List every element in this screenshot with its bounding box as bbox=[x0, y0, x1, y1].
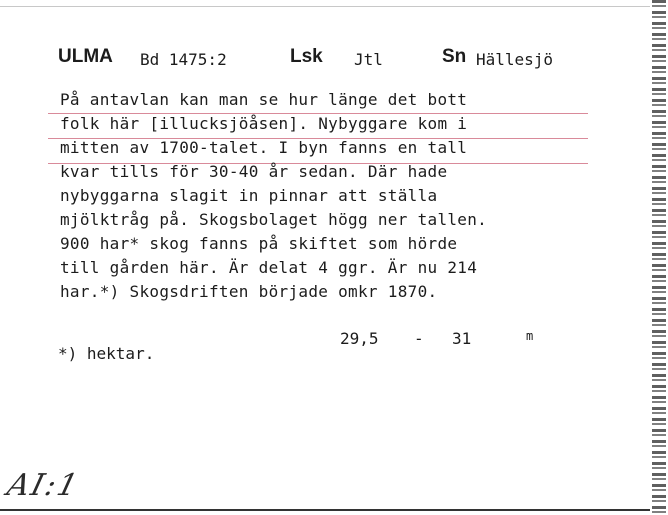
height-min: 29,5 bbox=[340, 329, 379, 348]
card-bottom-edge bbox=[0, 509, 650, 515]
text-line: folk här [illucksjöåsen]. Nybyggare kom i bbox=[60, 114, 468, 133]
text-line: På antavlan kan man se hur länge det bott bbox=[60, 90, 468, 109]
range-dash: - bbox=[414, 329, 424, 348]
text-line: till gården här. Är delat 4 ggr. Är nu 214 bbox=[60, 258, 478, 277]
footnote: *) hektar. bbox=[58, 344, 155, 363]
text-line: mitten av 1700-talet. I byn fanns en tall bbox=[60, 138, 468, 157]
sn-label: Sn bbox=[442, 46, 467, 67]
height-unit: m bbox=[526, 329, 534, 343]
text-line: 900 har* skog fanns på skiftet som hörde bbox=[60, 234, 458, 253]
height-max: 31 bbox=[452, 329, 472, 348]
volume-number: Bd 1475:2 bbox=[140, 50, 227, 69]
card-top-edge bbox=[0, 0, 650, 7]
card-right-edge bbox=[652, 0, 666, 515]
text-line: kvar tills för 30-40 år sedan. Där hade bbox=[60, 162, 448, 181]
county-code: Jtl bbox=[354, 50, 383, 69]
lsk-label: Lsk bbox=[290, 46, 323, 67]
text-line: nybyggarna slagit in pinnar att ställa bbox=[60, 186, 438, 205]
text-line: har.*) Skogsdriften började omkr 1870. bbox=[60, 282, 438, 301]
handwritten-signature: AI:1 bbox=[3, 468, 84, 503]
archive-code: ULMA bbox=[58, 46, 113, 67]
parish-name: Hällesjö bbox=[476, 50, 554, 69]
card-header bbox=[58, 46, 598, 74]
card-body-text bbox=[60, 88, 600, 304]
text-line: mjölktråg på. Skogsbolaget högg ner tallen. bbox=[60, 210, 488, 229]
